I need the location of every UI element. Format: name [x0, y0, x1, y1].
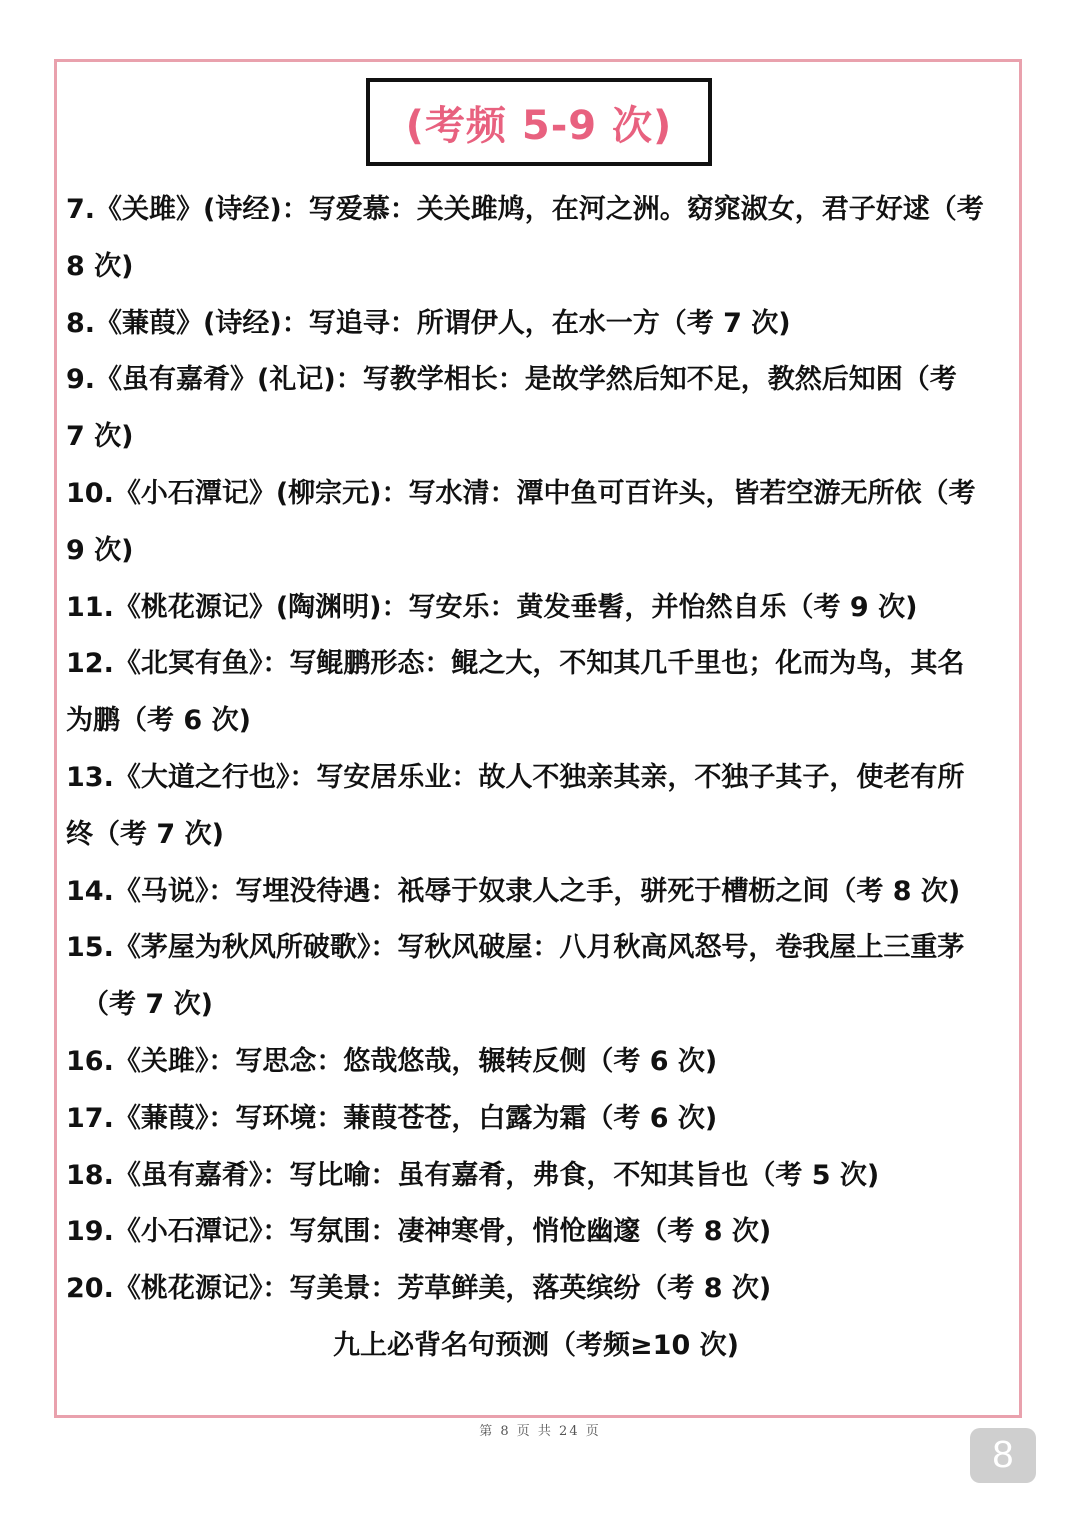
list-item: 13.《大道之行也》：写安居乐业：故人不独亲其亲，不独子其子，使老有所: [66, 761, 965, 793]
list-item: 8.《蒹葭》(诗经)：写追寻：所谓伊人，在水一方（考 7 次): [66, 307, 791, 339]
page-number-badge: 8: [970, 1428, 1036, 1483]
list-item: 14.《马说》：写埋没待遇：祇辱于奴隶人之手，骈死于槽枥之间（考 8 次): [66, 875, 961, 907]
list-item: 10.《小石潭记》(柳宗元)：写水清：潭中鱼可百许头，皆若空游无所依（考: [66, 477, 976, 509]
list-item: 11.《桃花源记》(陶渊明)：写安乐：黄发垂髫，并怡然自乐（考 9 次): [66, 591, 918, 623]
list-item: 7 次): [66, 421, 134, 453]
section-heading: 九上必背名句预测（考频≥10 次): [333, 1329, 739, 1361]
list-item: 17.《蒹葭》：写环境：蒹葭苍苍，白露为霜（考 6 次): [66, 1102, 718, 1134]
list-item: 为鹏（考 6 次): [66, 705, 251, 737]
quote-list: [66, 182, 1016, 1375]
list-item: 9 次): [66, 534, 134, 566]
list-item: 12.《北冥有鱼》：写鲲鹏形态：鲲之大，不知其几千里也；化而为鸟，其名: [66, 648, 965, 680]
list-item: 20.《桃花源记》：写美景：芳草鲜美，落英缤纷（考 8 次): [66, 1273, 772, 1305]
list-item: 15.《茅屋为秋风所破歌》：写秋风破屋：八月秋高风怒号，卷我屋上三重茅: [66, 932, 965, 964]
list-item: （考 7 次): [82, 989, 213, 1021]
list-item: 7.《关雎》(诗经)：写爱慕：关关雎鸠，在河之洲。窈窕淑女，君子好逑（考: [66, 194, 984, 225]
list-item: 16.《关雎》：写思念：悠哉悠哉，辗转反侧（考 6 次): [66, 1045, 718, 1077]
list-item: 19.《小石潭记》：写氛围：凄神寒骨，悄怆幽邃（考 8 次): [66, 1216, 772, 1248]
list-item: 终（考 7 次): [66, 818, 224, 850]
list-item: 18.《虽有嘉肴》：写比喻：虽有嘉肴，弗食，不知其旨也（考 5 次): [66, 1159, 880, 1191]
list-item: 8 次): [66, 250, 134, 282]
section-title: (考频 5-9 次): [366, 78, 712, 166]
page-footer: 第 8 页 共 24 页: [479, 1424, 601, 1439]
list-item: 9.《虽有嘉肴》(礼记)：写教学相长：是故学然后知不足，教然后知困（考: [66, 364, 957, 396]
